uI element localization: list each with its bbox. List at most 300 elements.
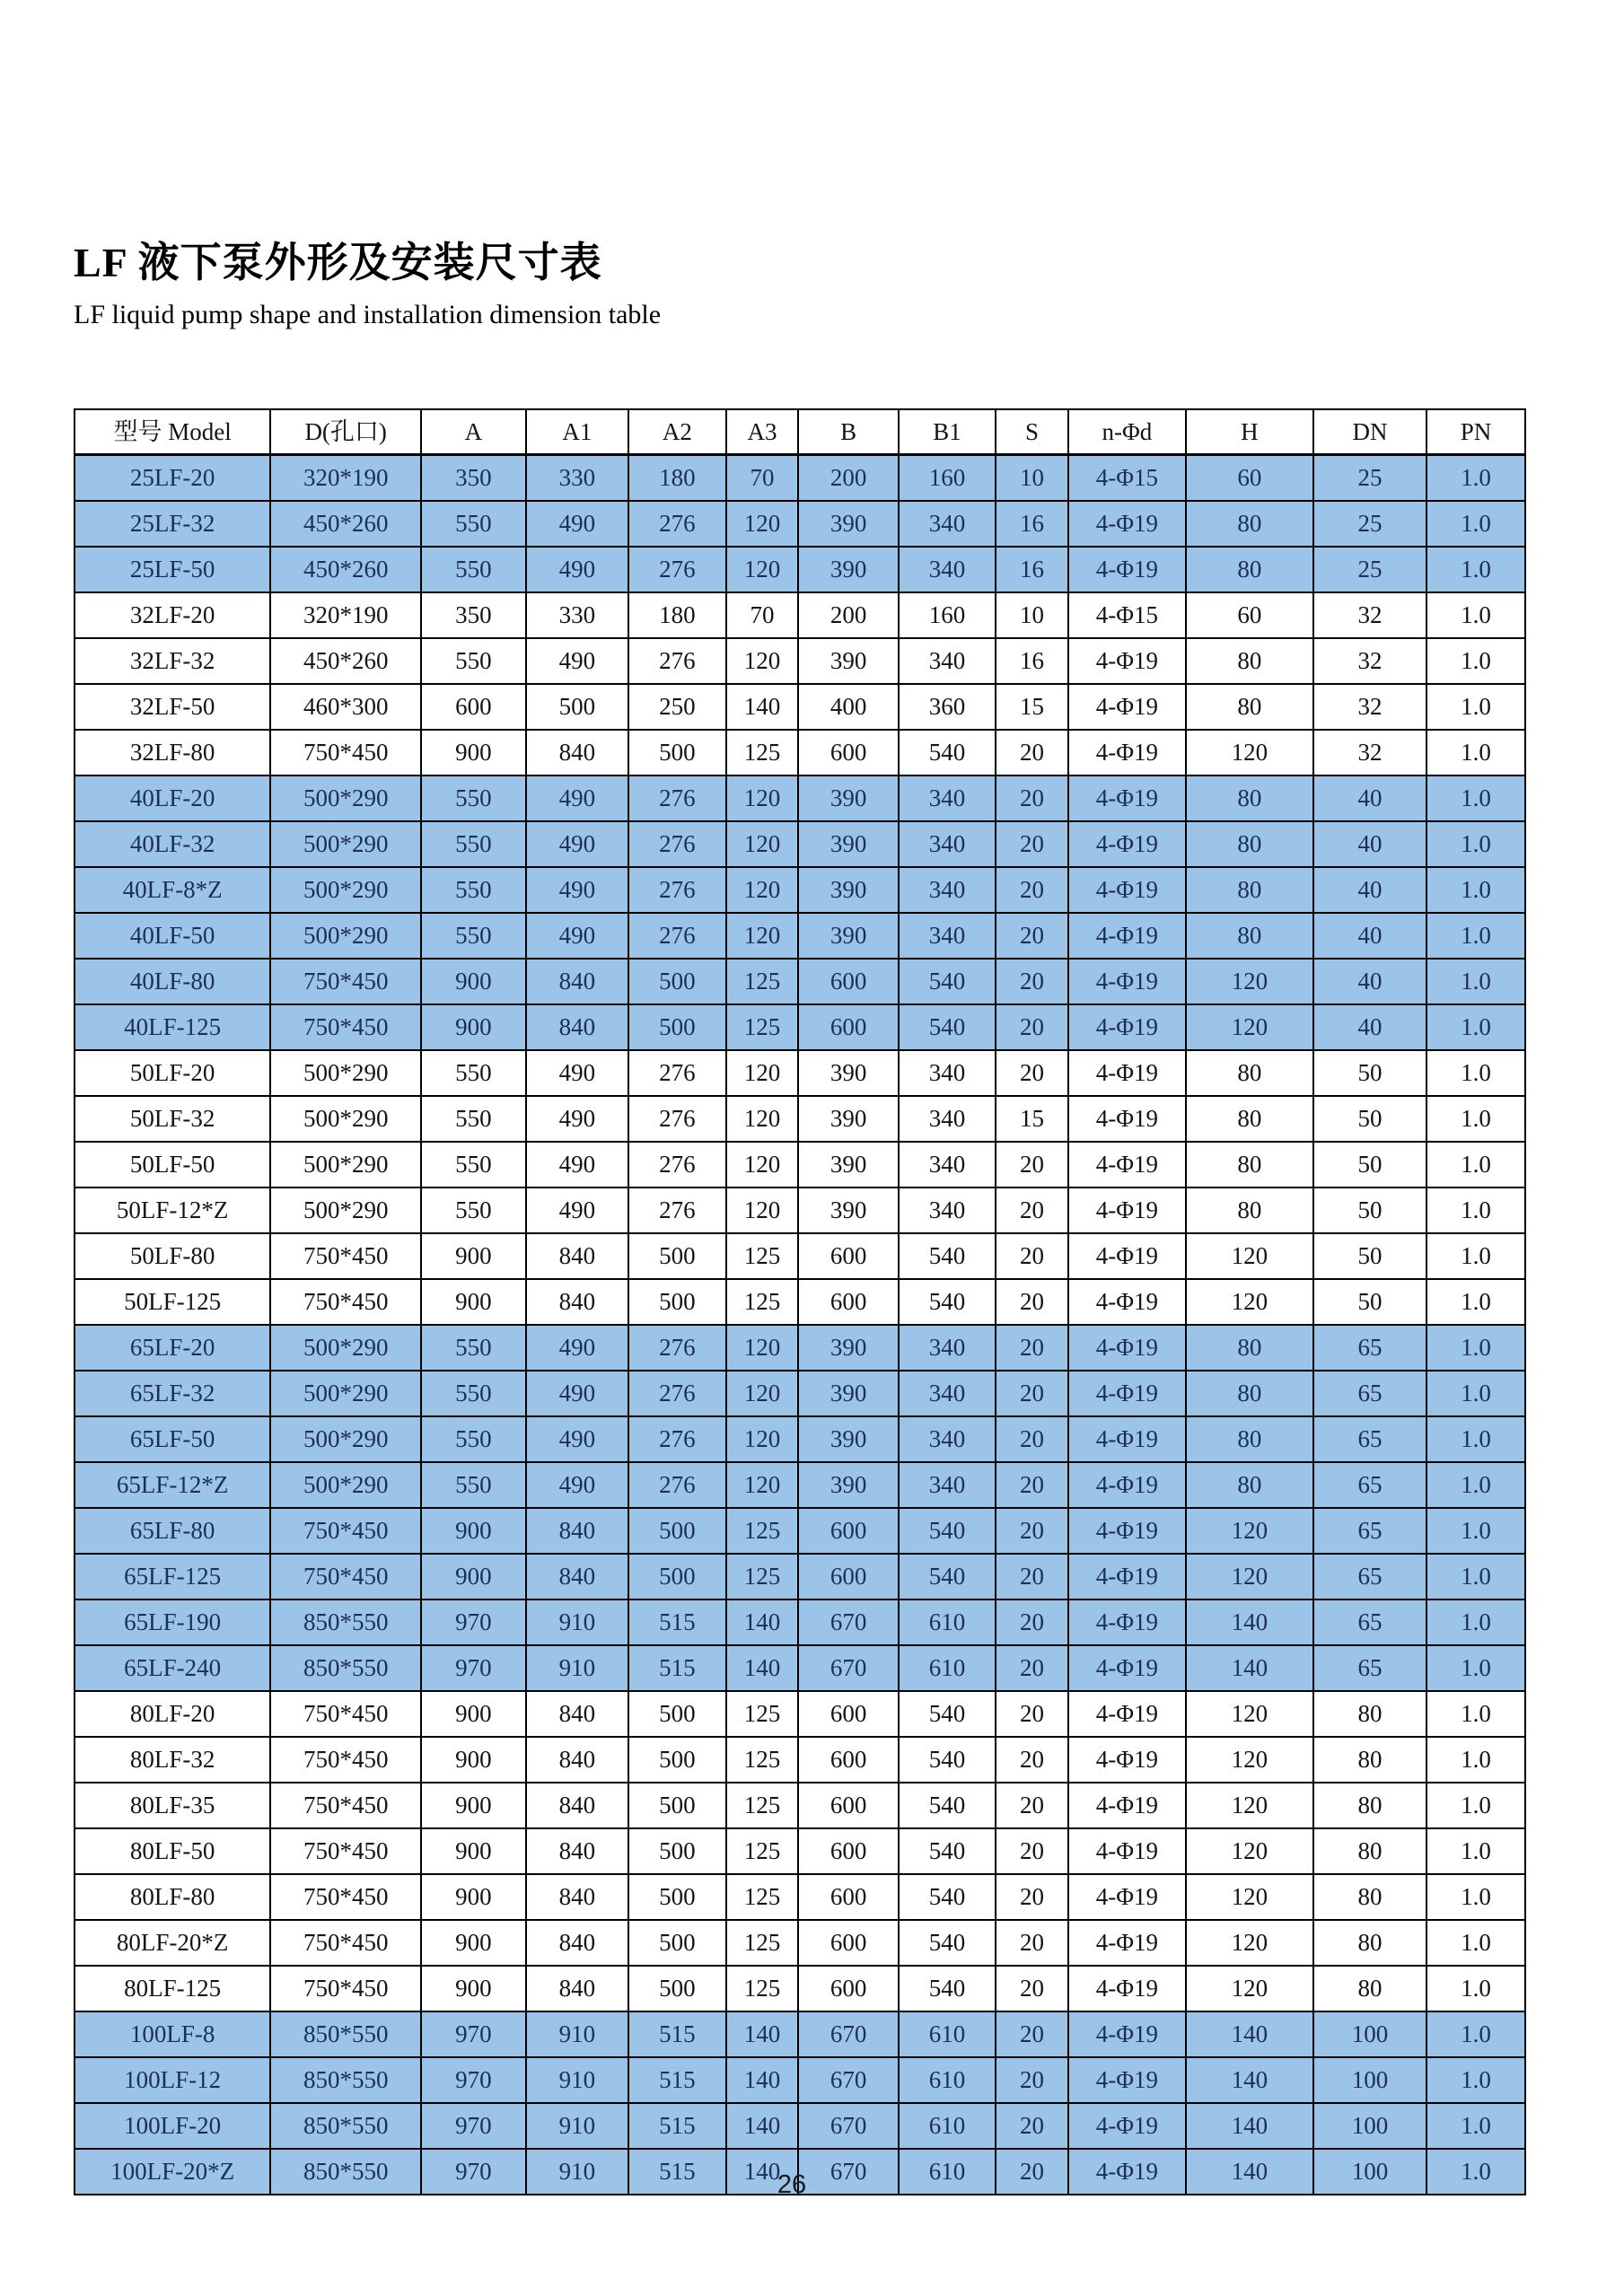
model-cell: 50LF-80 <box>75 1233 270 1279</box>
table-cell: 120 <box>726 1187 799 1233</box>
table-cell: 340 <box>899 1325 996 1371</box>
table-cell: 120 <box>1186 1966 1313 2011</box>
table-cell: 120 <box>726 821 799 867</box>
table-cell: 40 <box>1313 821 1426 867</box>
table-cell: 390 <box>798 638 899 684</box>
table-cell: 4-Φ19 <box>1068 1142 1186 1187</box>
table-cell: 120 <box>726 1096 799 1142</box>
table-cell: 50 <box>1313 1142 1426 1187</box>
table-cell: 490 <box>526 1050 629 1096</box>
table-cell: 80 <box>1186 1325 1313 1371</box>
table-cell: 120 <box>1186 730 1313 776</box>
table-cell: 80 <box>1186 1462 1313 1508</box>
table-cell: 80 <box>1186 1371 1313 1416</box>
table-cell: 390 <box>798 1416 899 1462</box>
table-cell: 25 <box>1313 501 1426 547</box>
table-cell: 320*190 <box>270 455 421 502</box>
table-cell: 750*450 <box>270 1874 421 1920</box>
table-cell: 910 <box>526 2149 629 2195</box>
table-cell: 600 <box>798 959 899 1004</box>
table-cell: 276 <box>628 547 725 592</box>
table-cell: 840 <box>526 1874 629 1920</box>
table-cell: 500 <box>628 1920 725 1966</box>
table-cell: 610 <box>899 2011 996 2057</box>
table-cell: 670 <box>798 2103 899 2149</box>
table-cell: 140 <box>726 2011 799 2057</box>
table-row <box>75 1371 1525 1416</box>
table-cell: 16 <box>996 638 1068 684</box>
table-cell: 140 <box>726 2149 799 2195</box>
table-cell: 4-Φ19 <box>1068 2011 1186 2057</box>
table-cell: 4-Φ15 <box>1068 592 1186 638</box>
table-cell: 120 <box>726 776 799 821</box>
table-row <box>75 684 1525 730</box>
table-cell: 1.0 <box>1426 1508 1525 1554</box>
table-cell: 600 <box>798 1920 899 1966</box>
table-cell: 390 <box>798 867 899 913</box>
table-cell: 80 <box>1313 1874 1426 1920</box>
table-cell: 550 <box>421 913 525 959</box>
column-header-0: 型号 Model <box>75 409 270 455</box>
table-row <box>75 1096 1525 1142</box>
table-cell: 390 <box>798 821 899 867</box>
table-cell: 390 <box>798 776 899 821</box>
table-cell: 750*450 <box>270 1966 421 2011</box>
table-cell: 515 <box>628 2057 725 2103</box>
table-cell: 120 <box>1186 1691 1313 1737</box>
table-cell: 4-Φ19 <box>1068 2103 1186 2149</box>
table-row <box>75 1783 1525 1828</box>
table-cell: 340 <box>899 1416 996 1462</box>
table-cell: 360 <box>899 684 996 730</box>
table-row <box>75 821 1525 867</box>
table-cell: 850*550 <box>270 1599 421 1645</box>
table-cell: 840 <box>526 1920 629 1966</box>
table-cell: 540 <box>899 1966 996 2011</box>
table-row <box>75 2011 1525 2057</box>
table-cell: 500 <box>628 1691 725 1737</box>
table-cell: 400 <box>798 684 899 730</box>
table-cell: 60 <box>1186 455 1313 502</box>
table-cell: 490 <box>526 1325 629 1371</box>
table-cell: 125 <box>726 1233 799 1279</box>
table-cell: 500*290 <box>270 1050 421 1096</box>
table-cell: 490 <box>526 1096 629 1142</box>
table-cell: 1.0 <box>1426 776 1525 821</box>
model-cell: 100LF-20 <box>75 2103 270 2149</box>
model-cell: 80LF-35 <box>75 1783 270 1828</box>
model-cell: 25LF-50 <box>75 547 270 592</box>
table-cell: 20 <box>996 1874 1068 1920</box>
table-cell: 120 <box>726 1142 799 1187</box>
table-row <box>75 1920 1525 1966</box>
column-header-5: A3 <box>726 409 799 455</box>
table-cell: 140 <box>1186 2103 1313 2149</box>
table-cell: 160 <box>899 592 996 638</box>
table-cell: 80 <box>1186 1416 1313 1462</box>
table-cell: 550 <box>421 638 525 684</box>
column-header-3: A1 <box>526 409 629 455</box>
table-cell: 850*550 <box>270 1645 421 1691</box>
table-cell: 60 <box>1186 592 1313 638</box>
table-cell: 910 <box>526 2057 629 2103</box>
table-cell: 80 <box>1186 547 1313 592</box>
table-cell: 4-Φ15 <box>1068 455 1186 502</box>
table-cell: 550 <box>421 501 525 547</box>
table-cell: 1.0 <box>1426 730 1525 776</box>
table-cell: 750*450 <box>270 959 421 1004</box>
table-cell: 4-Φ19 <box>1068 959 1186 1004</box>
table-row <box>75 592 1525 638</box>
table-cell: 840 <box>526 959 629 1004</box>
table-cell: 390 <box>798 1050 899 1096</box>
table-cell: 140 <box>1186 2057 1313 2103</box>
table-cell: 20 <box>996 959 1068 1004</box>
column-header-6: B <box>798 409 899 455</box>
table-cell: 4-Φ19 <box>1068 638 1186 684</box>
table-cell: 340 <box>899 1371 996 1416</box>
table-cell: 1.0 <box>1426 1233 1525 1279</box>
table-cell: 120 <box>1186 1279 1313 1325</box>
table-cell: 4-Φ19 <box>1068 1920 1186 1966</box>
table-cell: 20 <box>996 821 1068 867</box>
table-cell: 600 <box>798 1554 899 1599</box>
table-cell: 550 <box>421 1416 525 1462</box>
table-cell: 840 <box>526 1828 629 1874</box>
table-cell: 910 <box>526 1645 629 1691</box>
table-cell: 600 <box>798 1691 899 1737</box>
table-cell: 1.0 <box>1426 592 1525 638</box>
table-cell: 500 <box>628 1004 725 1050</box>
table-cell: 4-Φ19 <box>1068 1691 1186 1737</box>
model-cell: 80LF-20*Z <box>75 1920 270 1966</box>
table-cell: 20 <box>996 730 1068 776</box>
table-cell: 340 <box>899 1096 996 1142</box>
table-cell: 750*450 <box>270 730 421 776</box>
table-cell: 540 <box>899 1508 996 1554</box>
table-cell: 276 <box>628 867 725 913</box>
table-cell: 500 <box>628 1874 725 1920</box>
table-cell: 276 <box>628 776 725 821</box>
column-header-4: A2 <box>628 409 725 455</box>
table-cell: 120 <box>726 1416 799 1462</box>
page-subtitle: LF liquid pump shape and installation dimension table <box>74 300 662 329</box>
table-cell: 750*450 <box>270 1691 421 1737</box>
table-cell: 4-Φ19 <box>1068 1416 1186 1462</box>
table-cell: 500 <box>628 1508 725 1554</box>
table-cell: 80 <box>1313 1691 1426 1737</box>
table-cell: 340 <box>899 821 996 867</box>
table-cell: 100 <box>1313 2149 1426 2195</box>
table-cell: 350 <box>421 592 525 638</box>
table-cell: 4-Φ19 <box>1068 547 1186 592</box>
table-cell: 840 <box>526 1508 629 1554</box>
table-cell: 850*550 <box>270 2057 421 2103</box>
table-cell: 80 <box>1313 1737 1426 1783</box>
table-cell: 180 <box>628 455 725 502</box>
table-cell: 276 <box>628 913 725 959</box>
table-cell: 340 <box>899 1462 996 1508</box>
table-cell: 970 <box>421 2057 525 2103</box>
model-cell: 65LF-125 <box>75 1554 270 1599</box>
table-cell: 65 <box>1313 1462 1426 1508</box>
table-cell: 550 <box>421 867 525 913</box>
table-cell: 500*290 <box>270 867 421 913</box>
table-row <box>75 867 1525 913</box>
table-cell: 20 <box>996 1371 1068 1416</box>
table-cell: 540 <box>899 1737 996 1783</box>
table-cell: 390 <box>798 501 899 547</box>
table-cell: 750*450 <box>270 1920 421 1966</box>
table-cell: 1.0 <box>1426 867 1525 913</box>
table-cell: 20 <box>996 1828 1068 1874</box>
column-header-2: A <box>421 409 525 455</box>
table-cell: 540 <box>899 959 996 1004</box>
table-cell: 340 <box>899 1142 996 1187</box>
table-cell: 850*550 <box>270 2011 421 2057</box>
header-row <box>75 409 1525 455</box>
table-cell: 550 <box>421 1371 525 1416</box>
table-cell: 4-Φ19 <box>1068 1783 1186 1828</box>
table-cell: 390 <box>798 547 899 592</box>
table-cell: 900 <box>421 1279 525 1325</box>
table-cell: 600 <box>798 730 899 776</box>
table-cell: 550 <box>421 821 525 867</box>
table-cell: 450*260 <box>270 501 421 547</box>
table-cell: 850*550 <box>270 2149 421 2195</box>
table-cell: 330 <box>526 455 629 502</box>
table-cell: 20 <box>996 1233 1068 1279</box>
table-cell: 340 <box>899 638 996 684</box>
table-cell: 490 <box>526 1416 629 1462</box>
table-cell: 125 <box>726 1828 799 1874</box>
model-cell: 80LF-125 <box>75 1966 270 2011</box>
table-cell: 80 <box>1186 684 1313 730</box>
table-row <box>75 1142 1525 1187</box>
table-cell: 120 <box>1186 1874 1313 1920</box>
table-cell: 900 <box>421 1783 525 1828</box>
table-cell: 125 <box>726 1508 799 1554</box>
table-cell: 4-Φ19 <box>1068 1279 1186 1325</box>
table-cell: 4-Φ19 <box>1068 1050 1186 1096</box>
table-cell: 910 <box>526 1599 629 1645</box>
table-row <box>75 730 1525 776</box>
table-cell: 970 <box>421 2149 525 2195</box>
table-cell: 500*290 <box>270 1462 421 1508</box>
table-cell: 80 <box>1186 1187 1313 1233</box>
column-header-8: S <box>996 409 1068 455</box>
table-cell: 1.0 <box>1426 1874 1525 1920</box>
table-cell: 500*290 <box>270 1371 421 1416</box>
table-cell: 4-Φ19 <box>1068 501 1186 547</box>
table-cell: 250 <box>628 684 725 730</box>
table-row <box>75 1645 1525 1691</box>
table-cell: 120 <box>726 1462 799 1508</box>
table-cell: 490 <box>526 1371 629 1416</box>
table-cell: 125 <box>726 1874 799 1920</box>
table-cell: 20 <box>996 913 1068 959</box>
table-cell: 160 <box>899 455 996 502</box>
table-cell: 70 <box>726 592 799 638</box>
table-cell: 610 <box>899 1645 996 1691</box>
model-cell: 65LF-32 <box>75 1371 270 1416</box>
table-cell: 20 <box>996 1462 1068 1508</box>
table-cell: 500*290 <box>270 1416 421 1462</box>
table-cell: 140 <box>726 1599 799 1645</box>
model-cell: 40LF-80 <box>75 959 270 1004</box>
table-cell: 900 <box>421 1233 525 1279</box>
table-cell: 500 <box>628 959 725 1004</box>
table-cell: 840 <box>526 1279 629 1325</box>
table-cell: 40 <box>1313 867 1426 913</box>
table-cell: 4-Φ19 <box>1068 1371 1186 1416</box>
table-cell: 120 <box>1186 1920 1313 1966</box>
table-row <box>75 1966 1525 2011</box>
table-cell: 900 <box>421 1691 525 1737</box>
table-cell: 4-Φ19 <box>1068 730 1186 776</box>
table-cell: 390 <box>798 1325 899 1371</box>
table-cell: 540 <box>899 1691 996 1737</box>
table-cell: 600 <box>798 1279 899 1325</box>
table-cell: 80 <box>1186 501 1313 547</box>
table-cell: 276 <box>628 1142 725 1187</box>
table-cell: 276 <box>628 1187 725 1233</box>
table-cell: 4-Φ19 <box>1068 2149 1186 2195</box>
table-cell: 20 <box>996 1279 1068 1325</box>
table-row <box>75 2057 1525 2103</box>
table-cell: 20 <box>996 1966 1068 2011</box>
table-cell: 70 <box>726 455 799 502</box>
table-cell: 1.0 <box>1426 1416 1525 1462</box>
table-cell: 750*450 <box>270 1508 421 1554</box>
table-cell: 515 <box>628 2011 725 2057</box>
table-cell: 15 <box>996 1096 1068 1142</box>
table-cell: 50 <box>1313 1279 1426 1325</box>
table-row <box>75 1050 1525 1096</box>
table-cell: 120 <box>1186 1508 1313 1554</box>
table-cell: 4-Φ19 <box>1068 1645 1186 1691</box>
model-cell: 40LF-8*Z <box>75 867 270 913</box>
column-header-12: PN <box>1426 409 1525 455</box>
table-cell: 500 <box>628 1554 725 1599</box>
table-cell: 600 <box>798 1828 899 1874</box>
table-row <box>75 1828 1525 1874</box>
table-cell: 120 <box>1186 1233 1313 1279</box>
table-cell: 4-Φ19 <box>1068 1874 1186 1920</box>
table-cell: 120 <box>1186 1554 1313 1599</box>
table-cell: 4-Φ19 <box>1068 1828 1186 1874</box>
table-cell: 200 <box>798 592 899 638</box>
table-cell: 276 <box>628 1096 725 1142</box>
table-cell: 50 <box>1313 1233 1426 1279</box>
model-cell: 65LF-80 <box>75 1508 270 1554</box>
model-cell: 65LF-240 <box>75 1645 270 1691</box>
column-header-1: D(孔口) <box>270 409 421 455</box>
table-cell: 750*450 <box>270 1828 421 1874</box>
table-cell: 276 <box>628 821 725 867</box>
table-cell: 610 <box>899 2057 996 2103</box>
table-cell: 80 <box>1186 1142 1313 1187</box>
table-cell: 500*290 <box>270 776 421 821</box>
table-cell: 350 <box>421 455 525 502</box>
table-cell: 840 <box>526 1004 629 1050</box>
table-cell: 500*290 <box>270 1142 421 1187</box>
column-header-9: n-Φd <box>1068 409 1186 455</box>
table-cell: 200 <box>798 455 899 502</box>
table-cell: 80 <box>1186 867 1313 913</box>
table-cell: 840 <box>526 1783 629 1828</box>
table-row <box>75 1187 1525 1233</box>
table-cell: 65 <box>1313 1508 1426 1554</box>
table-row <box>75 1554 1525 1599</box>
table-cell: 20 <box>996 2011 1068 2057</box>
model-cell: 32LF-50 <box>75 684 270 730</box>
table-cell: 1.0 <box>1426 1920 1525 1966</box>
table-cell: 140 <box>1186 2011 1313 2057</box>
table-cell: 550 <box>421 1142 525 1187</box>
table-cell: 500*290 <box>270 821 421 867</box>
column-header-7: B1 <box>899 409 996 455</box>
table-cell: 120 <box>1186 1783 1313 1828</box>
table-cell: 390 <box>798 913 899 959</box>
table-cell: 276 <box>628 1462 725 1508</box>
model-cell: 80LF-32 <box>75 1737 270 1783</box>
table-cell: 340 <box>899 913 996 959</box>
table-cell: 80 <box>1186 1050 1313 1096</box>
table-cell: 4-Φ19 <box>1068 867 1186 913</box>
table-cell: 600 <box>798 1737 899 1783</box>
table-row <box>75 1325 1525 1371</box>
table-cell: 4-Φ19 <box>1068 1233 1186 1279</box>
table-cell: 20 <box>996 1737 1068 1783</box>
table-cell: 540 <box>899 1783 996 1828</box>
table-cell: 840 <box>526 1233 629 1279</box>
table-cell: 500 <box>628 730 725 776</box>
table-cell: 515 <box>628 2103 725 2149</box>
table-cell: 276 <box>628 1416 725 1462</box>
table-cell: 4-Φ19 <box>1068 1966 1186 2011</box>
table-cell: 65 <box>1313 1554 1426 1599</box>
table-cell: 840 <box>526 1737 629 1783</box>
table-cell: 4-Φ19 <box>1068 1554 1186 1599</box>
table-body <box>75 455 1525 2195</box>
table-cell: 670 <box>798 1599 899 1645</box>
table-cell: 276 <box>628 638 725 684</box>
table-row <box>75 1004 1525 1050</box>
table-cell: 4-Φ19 <box>1068 1508 1186 1554</box>
table-cell: 540 <box>899 1874 996 1920</box>
table-cell: 4-Φ19 <box>1068 1599 1186 1645</box>
table-cell: 125 <box>726 730 799 776</box>
table-cell: 515 <box>628 2149 725 2195</box>
table-cell: 970 <box>421 2011 525 2057</box>
table-cell: 340 <box>899 776 996 821</box>
table-cell: 120 <box>726 867 799 913</box>
table-cell: 140 <box>1186 2149 1313 2195</box>
table-cell: 900 <box>421 959 525 1004</box>
table-cell: 80 <box>1313 1783 1426 1828</box>
table-cell: 550 <box>421 1096 525 1142</box>
table-cell: 50 <box>1313 1050 1426 1096</box>
model-cell: 65LF-190 <box>75 1599 270 1645</box>
model-cell: 80LF-80 <box>75 1874 270 1920</box>
table-cell: 80 <box>1186 1096 1313 1142</box>
table-cell: 900 <box>421 730 525 776</box>
dimension-table <box>74 408 1526 2195</box>
table-cell: 80 <box>1186 638 1313 684</box>
table-cell: 120 <box>726 638 799 684</box>
table-cell: 460*300 <box>270 684 421 730</box>
